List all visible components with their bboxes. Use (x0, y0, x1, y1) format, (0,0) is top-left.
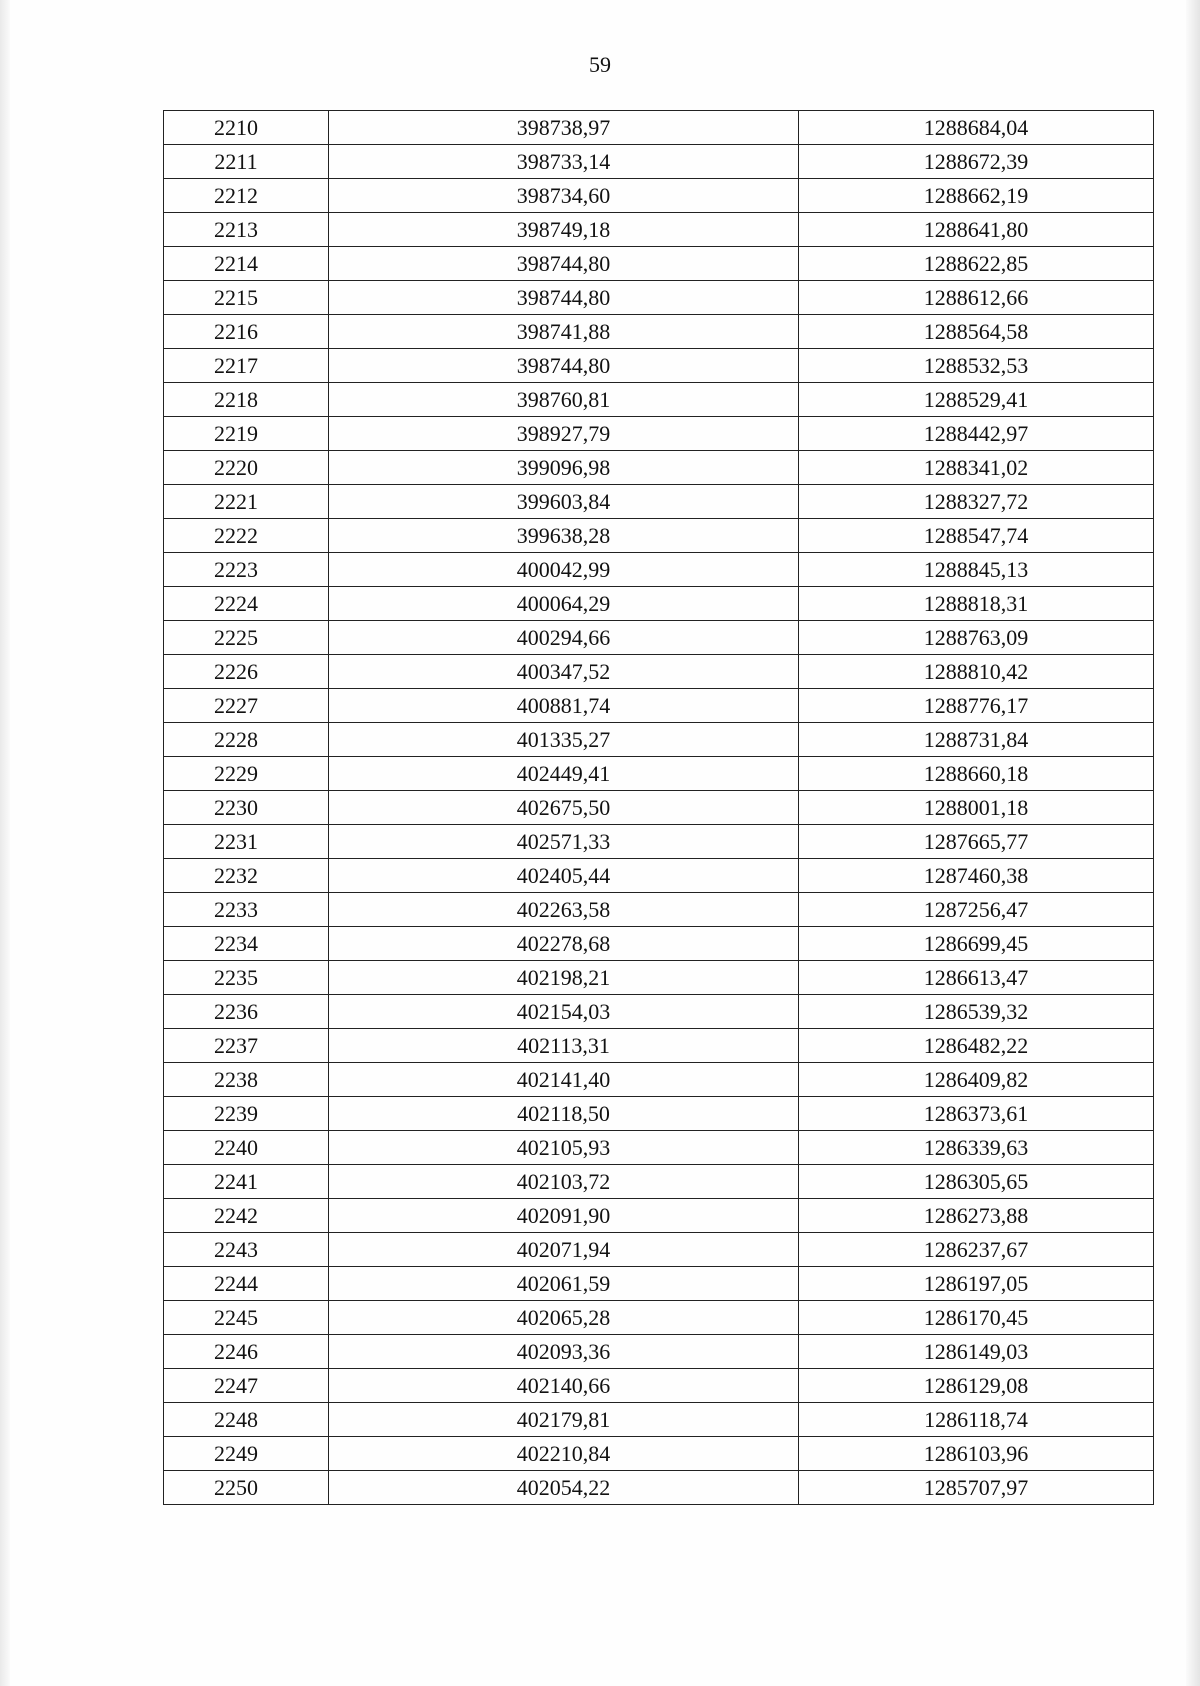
x-coordinate-cell: 399638,28 (329, 519, 799, 553)
x-coordinate-cell: 398760,81 (329, 383, 799, 417)
x-coordinate-cell: 402278,68 (329, 927, 799, 961)
x-coordinate-cell: 400881,74 (329, 689, 799, 723)
point-number-cell: 2214 (164, 247, 329, 281)
table-row (164, 791, 1154, 825)
y-coordinate-cell: 1288845,13 (799, 553, 1154, 587)
table-row (164, 1437, 1154, 1471)
y-coordinate-cell: 1286273,88 (799, 1199, 1154, 1233)
point-number-cell: 2211 (164, 145, 329, 179)
scan-edge-left (0, 0, 10, 1686)
x-coordinate-cell: 398738,97 (329, 111, 799, 145)
table-row (164, 927, 1154, 961)
y-coordinate-cell: 1286482,22 (799, 1029, 1154, 1063)
table-row (164, 213, 1154, 247)
table-row (164, 723, 1154, 757)
point-number-cell: 2224 (164, 587, 329, 621)
point-number-cell: 2245 (164, 1301, 329, 1335)
scan-edge-right (1186, 0, 1200, 1686)
point-number-cell: 2219 (164, 417, 329, 451)
x-coordinate-cell: 398744,80 (329, 281, 799, 315)
point-number-cell: 2229 (164, 757, 329, 791)
x-coordinate-cell: 402210,84 (329, 1437, 799, 1471)
y-coordinate-cell: 1288564,58 (799, 315, 1154, 349)
point-number-cell: 2212 (164, 179, 329, 213)
point-number-cell: 2222 (164, 519, 329, 553)
point-number-cell: 2246 (164, 1335, 329, 1369)
table-row (164, 1063, 1154, 1097)
y-coordinate-cell: 1288532,53 (799, 349, 1154, 383)
table-row (164, 655, 1154, 689)
table-row (164, 893, 1154, 927)
x-coordinate-cell: 402675,50 (329, 791, 799, 825)
y-coordinate-cell: 1285707,97 (799, 1471, 1154, 1505)
y-coordinate-cell: 1288001,18 (799, 791, 1154, 825)
y-coordinate-cell: 1288442,97 (799, 417, 1154, 451)
coordinates-table-body (164, 111, 1154, 1505)
table-row (164, 485, 1154, 519)
table-row (164, 111, 1154, 145)
x-coordinate-cell: 402105,93 (329, 1131, 799, 1165)
y-coordinate-cell: 1288622,85 (799, 247, 1154, 281)
x-coordinate-cell: 402091,90 (329, 1199, 799, 1233)
x-coordinate-cell: 402140,66 (329, 1369, 799, 1403)
x-coordinate-cell: 402113,31 (329, 1029, 799, 1063)
x-coordinate-cell: 402263,58 (329, 893, 799, 927)
table-row (164, 859, 1154, 893)
y-coordinate-cell: 1286699,45 (799, 927, 1154, 961)
y-coordinate-cell: 1286305,65 (799, 1165, 1154, 1199)
point-number-cell: 2227 (164, 689, 329, 723)
table-row (164, 825, 1154, 859)
point-number-cell: 2218 (164, 383, 329, 417)
y-coordinate-cell: 1286197,05 (799, 1267, 1154, 1301)
point-number-cell: 2223 (164, 553, 329, 587)
x-coordinate-cell: 400042,99 (329, 553, 799, 587)
y-coordinate-cell: 1286373,61 (799, 1097, 1154, 1131)
table-row (164, 1301, 1154, 1335)
y-coordinate-cell: 1288731,84 (799, 723, 1154, 757)
x-coordinate-cell: 400347,52 (329, 655, 799, 689)
point-number-cell: 2231 (164, 825, 329, 859)
y-coordinate-cell: 1288763,09 (799, 621, 1154, 655)
point-number-cell: 2235 (164, 961, 329, 995)
y-coordinate-cell: 1288641,80 (799, 213, 1154, 247)
y-coordinate-cell: 1288818,31 (799, 587, 1154, 621)
point-number-cell: 2236 (164, 995, 329, 1029)
y-coordinate-cell: 1286409,82 (799, 1063, 1154, 1097)
point-number-cell: 2226 (164, 655, 329, 689)
point-number-cell: 2217 (164, 349, 329, 383)
x-coordinate-cell: 399603,84 (329, 485, 799, 519)
point-number-cell: 2233 (164, 893, 329, 927)
x-coordinate-cell: 399096,98 (329, 451, 799, 485)
x-coordinate-cell: 402141,40 (329, 1063, 799, 1097)
y-coordinate-cell: 1286118,74 (799, 1403, 1154, 1437)
x-coordinate-cell: 402054,22 (329, 1471, 799, 1505)
page-number: 59 (589, 52, 611, 77)
table-row (164, 1131, 1154, 1165)
y-coordinate-cell: 1288672,39 (799, 145, 1154, 179)
x-coordinate-cell: 402571,33 (329, 825, 799, 859)
table-row (164, 281, 1154, 315)
x-coordinate-cell: 402179,81 (329, 1403, 799, 1437)
point-number-cell: 2221 (164, 485, 329, 519)
coordinates-table (163, 110, 1154, 1505)
x-coordinate-cell: 398744,80 (329, 247, 799, 281)
x-coordinate-cell: 398734,60 (329, 179, 799, 213)
point-number-cell: 2248 (164, 1403, 329, 1437)
x-coordinate-cell: 402198,21 (329, 961, 799, 995)
table-row (164, 587, 1154, 621)
y-coordinate-cell: 1286613,47 (799, 961, 1154, 995)
y-coordinate-cell: 1286339,63 (799, 1131, 1154, 1165)
point-number-cell: 2213 (164, 213, 329, 247)
point-number-cell: 2210 (164, 111, 329, 145)
point-number-cell: 2241 (164, 1165, 329, 1199)
table-row (164, 1335, 1154, 1369)
table-row (164, 1267, 1154, 1301)
y-coordinate-cell: 1288776,17 (799, 689, 1154, 723)
point-number-cell: 2244 (164, 1267, 329, 1301)
x-coordinate-cell: 402449,41 (329, 757, 799, 791)
x-coordinate-cell: 398749,18 (329, 213, 799, 247)
y-coordinate-cell: 1287665,77 (799, 825, 1154, 859)
point-number-cell: 2220 (164, 451, 329, 485)
y-coordinate-cell: 1288529,41 (799, 383, 1154, 417)
point-number-cell: 2243 (164, 1233, 329, 1267)
table-row (164, 1029, 1154, 1063)
table-row (164, 1199, 1154, 1233)
point-number-cell: 2230 (164, 791, 329, 825)
x-coordinate-cell: 398927,79 (329, 417, 799, 451)
y-coordinate-cell: 1288327,72 (799, 485, 1154, 519)
y-coordinate-cell: 1286539,32 (799, 995, 1154, 1029)
y-coordinate-cell: 1288660,18 (799, 757, 1154, 791)
point-number-cell: 2234 (164, 927, 329, 961)
table-row (164, 179, 1154, 213)
y-coordinate-cell: 1287460,38 (799, 859, 1154, 893)
y-coordinate-cell: 1288547,74 (799, 519, 1154, 553)
table-row (164, 145, 1154, 179)
table-row (164, 961, 1154, 995)
x-coordinate-cell: 402118,50 (329, 1097, 799, 1131)
y-coordinate-cell: 1288612,66 (799, 281, 1154, 315)
y-coordinate-cell: 1288810,42 (799, 655, 1154, 689)
x-coordinate-cell: 402405,44 (329, 859, 799, 893)
table-row (164, 383, 1154, 417)
table-row (164, 1369, 1154, 1403)
point-number-cell: 2247 (164, 1369, 329, 1403)
point-number-cell: 2228 (164, 723, 329, 757)
table-row (164, 417, 1154, 451)
table-row (164, 315, 1154, 349)
table-row (164, 519, 1154, 553)
x-coordinate-cell: 400064,29 (329, 587, 799, 621)
y-coordinate-cell: 1286237,67 (799, 1233, 1154, 1267)
table-row (164, 621, 1154, 655)
point-number-cell: 2249 (164, 1437, 329, 1471)
table-row (164, 689, 1154, 723)
y-coordinate-cell: 1286149,03 (799, 1335, 1154, 1369)
y-coordinate-cell: 1287256,47 (799, 893, 1154, 927)
x-coordinate-cell: 402103,72 (329, 1165, 799, 1199)
table-row (164, 1165, 1154, 1199)
point-number-cell: 2238 (164, 1063, 329, 1097)
x-coordinate-cell: 398733,14 (329, 145, 799, 179)
x-coordinate-cell: 398741,88 (329, 315, 799, 349)
y-coordinate-cell: 1288662,19 (799, 179, 1154, 213)
y-coordinate-cell: 1286103,96 (799, 1437, 1154, 1471)
x-coordinate-cell: 402065,28 (329, 1301, 799, 1335)
point-number-cell: 2232 (164, 859, 329, 893)
table-row (164, 1233, 1154, 1267)
x-coordinate-cell: 400294,66 (329, 621, 799, 655)
table-row (164, 995, 1154, 1029)
table-row (164, 1471, 1154, 1505)
table-row (164, 247, 1154, 281)
point-number-cell: 2250 (164, 1471, 329, 1505)
point-number-cell: 2237 (164, 1029, 329, 1063)
table-row (164, 451, 1154, 485)
table-row (164, 1403, 1154, 1437)
point-number-cell: 2216 (164, 315, 329, 349)
x-coordinate-cell: 402154,03 (329, 995, 799, 1029)
table-row (164, 553, 1154, 587)
table-row (164, 1097, 1154, 1131)
y-coordinate-cell: 1286170,45 (799, 1301, 1154, 1335)
x-coordinate-cell: 402093,36 (329, 1335, 799, 1369)
point-number-cell: 2240 (164, 1131, 329, 1165)
y-coordinate-cell: 1288684,04 (799, 111, 1154, 145)
table-row (164, 757, 1154, 791)
y-coordinate-cell: 1286129,08 (799, 1369, 1154, 1403)
point-number-cell: 2239 (164, 1097, 329, 1131)
x-coordinate-cell: 398744,80 (329, 349, 799, 383)
x-coordinate-cell: 402071,94 (329, 1233, 799, 1267)
point-number-cell: 2242 (164, 1199, 329, 1233)
table-row (164, 349, 1154, 383)
point-number-cell: 2225 (164, 621, 329, 655)
y-coordinate-cell: 1288341,02 (799, 451, 1154, 485)
x-coordinate-cell: 401335,27 (329, 723, 799, 757)
point-number-cell: 2215 (164, 281, 329, 315)
x-coordinate-cell: 402061,59 (329, 1267, 799, 1301)
